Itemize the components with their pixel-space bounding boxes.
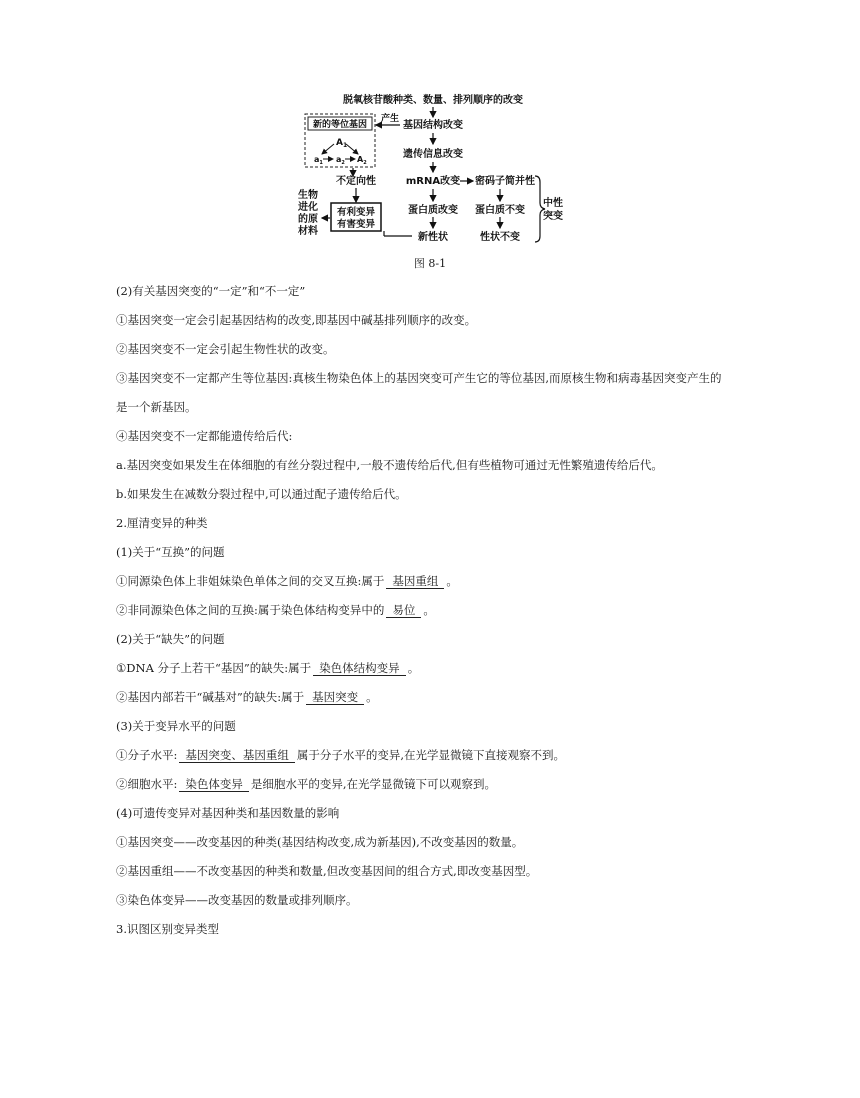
diagram-top-label: 脱氧核苷酸种类、数量、排列顺序的改变 (343, 95, 523, 106)
codon-degeneracy: 密码子简并性 (475, 176, 535, 187)
allele-a2-right: $A_2$ (357, 155, 367, 166)
answer-blank-l11: 基因重组 (386, 574, 444, 589)
l17-end: 属于分子水平的变异,在光学显微镜下直接观察不到。 (296, 748, 566, 762)
para-l16: (3)关于变异水平的问题 (116, 719, 236, 733)
figure-caption: 图 8-1 (413, 257, 447, 270)
para-l2: ①基因突变一定会引起基因结构的改变,即基因中碱基排列顺序的改变。 (116, 313, 477, 327)
arrow-a1-left (322, 144, 334, 154)
para-l13: (2)关于“缺失”的问题 (116, 632, 225, 646)
genetic-info-change: 遗传信息改变 (403, 149, 463, 160)
answer-blank-l14: 染色体结构变异 (313, 661, 406, 676)
para-l14 (116, 661, 419, 676)
l11-end: 。 (446, 574, 458, 588)
arrow-a1-right (346, 144, 358, 154)
para-l11 (116, 574, 458, 589)
para-l12 (116, 603, 435, 618)
answer-blank-l15: 基因突变 (306, 690, 364, 705)
para-l3: ②基因突变不一定会引起生物性状的改变。 (116, 342, 335, 356)
l17-text: ①分子水平: (116, 748, 178, 762)
answer-blank-l12: 易位 (386, 603, 421, 618)
harmful-label: 有害变异 (336, 219, 376, 230)
para-l4: ③基因突变不一定都产生等位基因:真核生物染色体上的基因突变可产生它的等位基因,而原核生物和病毒基因突变产生的 (116, 371, 722, 385)
gene-mutation-diagram (0, 0, 860, 270)
l12-end: 。 (423, 603, 435, 617)
para-l18 (116, 777, 496, 792)
protein-same: 蛋白质不变 (475, 205, 525, 216)
undirected-label: 不定向性 (336, 176, 376, 187)
section-2-heading: 2.厘清变异的种类 (116, 516, 208, 530)
neutral-label-1: 中性 (543, 198, 563, 209)
trait-same: 性状不变 (480, 232, 520, 243)
beneficial-label: 有利变异 (336, 207, 376, 218)
para-l20: ①基因突变——改变基因的种类(基因结构改变,成为新基因),不改变基因的数量。 (116, 835, 524, 849)
produce-label: 产生 (380, 114, 400, 124)
l18-text: ②细胞水平: (116, 777, 178, 791)
l15-text: ②基因内部若干“碱基对”的缺失:属于 (116, 690, 305, 704)
l12-text: ②非同源染色体之间的互换:属于染色体结构变异中的 (116, 603, 385, 617)
para-l15 (116, 690, 378, 705)
l15-end: 。 (366, 690, 378, 704)
evo-material-1: 生物 (298, 190, 318, 201)
para-l6: ④基因突变不一定都能遗传给后代: (116, 429, 293, 443)
neutral-brace (535, 176, 545, 242)
gene-structure-change: 基因结构改变 (403, 120, 463, 131)
evo-material-3: 的原 (298, 214, 318, 225)
l14-text: ①DNA 分子上若干“基因”的缺失:属于 (116, 661, 312, 675)
new-allele-label: 新的等位基因 (312, 120, 368, 130)
l18-end: 是细胞水平的变异,在光学显微镜下可以观察到。 (250, 777, 497, 791)
para-l8: b.如果发生在减数分裂过程中,可以通过配子遗传给后代。 (116, 487, 407, 501)
para-l21: ②基因重组——不改变基因的种类和数量,但改变基因间的组合方式,即改变基因型。 (116, 864, 538, 878)
neutral-label-2: 突变 (543, 211, 563, 222)
answer-blank-l17: 基因突变、基因重组 (179, 748, 295, 763)
para-l1: (2)有关基因突变的“一定”和“不一定” (116, 284, 306, 298)
section-3-heading: 3.识图区别变异类型 (116, 922, 219, 936)
answer-blank-l18: 染色体变异 (179, 777, 249, 792)
protein-change: 蛋白质改变 (408, 205, 458, 216)
allele-a1-top: $A_1$ (336, 138, 348, 149)
mrna-change: mRNA改变 (405, 176, 461, 187)
evo-material-4: 材料 (298, 226, 318, 237)
para-l5: 是一个新基因。 (116, 400, 197, 414)
l14-end: 。 (407, 661, 420, 675)
para-l7: a.基因突变如果发生在体细胞的有丝分裂过程中,一般不遗传给后代,但有些植物可通过无性繁殖遗传给后代。 (116, 458, 663, 472)
para-l19: (4)可遗传变异对基因种类和基因数量的影响 (116, 806, 340, 820)
para-l17 (116, 748, 565, 763)
para-l22: ③染色体变异——改变基因的数量或排列顺序。 (116, 893, 358, 907)
allele-a2-mid: $a_2$ (336, 155, 345, 166)
evo-material-2: 进化 (298, 202, 318, 213)
allele-a1-left: $a_1$ (314, 155, 323, 166)
l11-text: ①同源染色体上非姐妹染色单体之间的交叉互换:属于 (116, 574, 385, 588)
diagram-svg (0, 0, 860, 270)
para-l10: (1)关于“互换”的问题 (116, 545, 225, 559)
new-trait: 新性状 (418, 232, 448, 243)
